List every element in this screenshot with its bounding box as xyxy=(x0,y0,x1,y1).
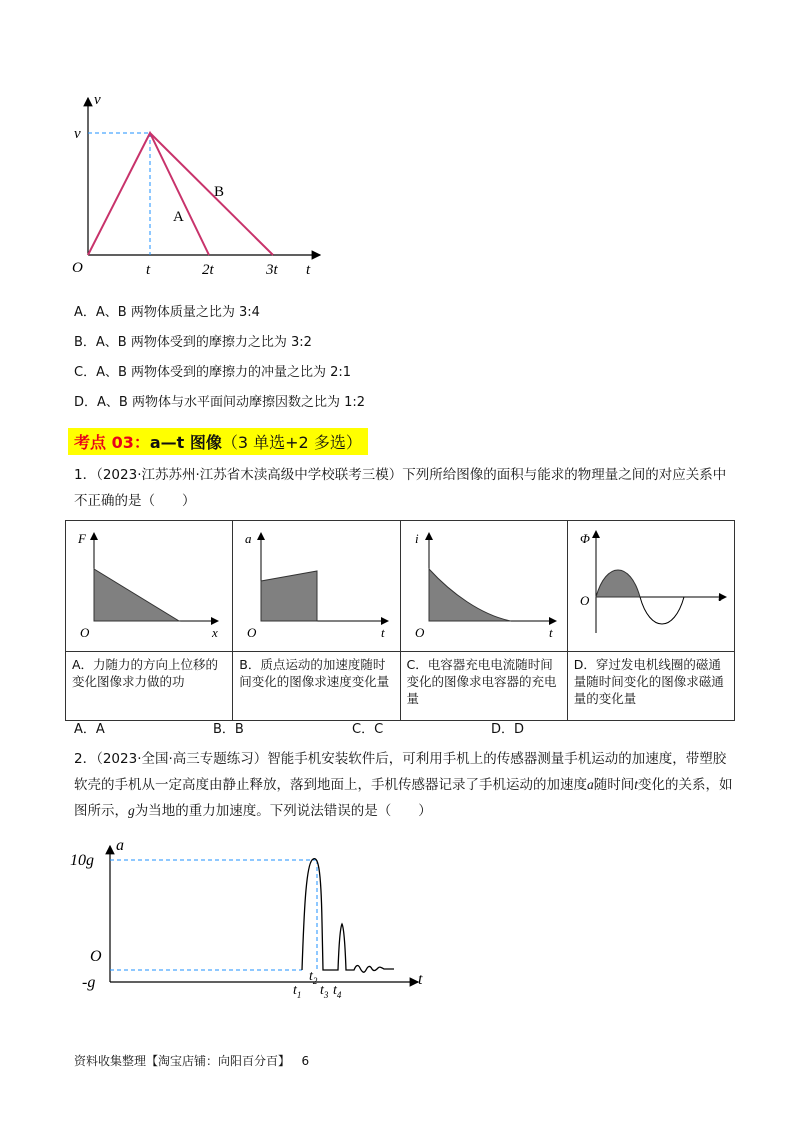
vt-y-label: v xyxy=(94,92,101,108)
f-x-shaded-area xyxy=(94,569,179,621)
panel-d-y-label: Φ xyxy=(579,531,590,546)
q1-options-table xyxy=(65,520,735,721)
vt-xtick-2: 2t xyxy=(202,262,214,278)
q1-choice-a[interactable]: A．A xyxy=(74,722,105,737)
q2-text-4: 为当地的重力加速度。下列说法错误的是（ ） xyxy=(134,803,432,819)
panel-c-y-label: i xyxy=(414,531,419,546)
vt-x-label: t xyxy=(306,262,311,278)
q1-source: （2023·江苏苏州·江苏省木渎高级中学校联考三模） xyxy=(96,467,403,483)
vt-v-tick: v xyxy=(74,126,81,142)
q1-choice-b[interactable]: B．B xyxy=(213,722,244,737)
q2-text-3: 变化的关系，如图所示， xyxy=(74,777,733,819)
q2-at-graph xyxy=(68,832,438,1004)
section-heading xyxy=(68,428,368,455)
vt-graph xyxy=(70,90,330,280)
vt-label-B: B xyxy=(214,184,225,200)
q2-t2: $t_2$ xyxy=(309,969,318,986)
graph-f-x xyxy=(66,521,226,647)
q2-x-label: t xyxy=(418,971,423,988)
q2-t3: $t_3$ xyxy=(320,983,329,1000)
graph-phi-t xyxy=(568,521,736,647)
panel-b-x-label: t xyxy=(381,625,385,640)
q2-text-1: 智能手机安装软件后，可利用手机上的传感器测量手机运动的加速度，带塑胶软壳的手机从一定高度由静止释放，落到地面上，手机传感器记录了手机运动的加速度 xyxy=(74,751,727,793)
vt-xtick-1: t xyxy=(146,262,151,278)
panel-a-origin: O xyxy=(80,625,90,640)
phi-t-shaded-area xyxy=(596,570,640,597)
panel-d-origin: O xyxy=(579,593,590,608)
q1-caption-d: D．穿过发电机线圈的磁通量随时间变化的图像求磁通量的变化量 xyxy=(567,652,734,721)
q1-choice-d[interactable]: D．D xyxy=(491,722,525,737)
q1-number: 1． xyxy=(74,467,97,483)
prev-option-a[interactable]: A．A、B 两物体质量之比为 3:4 xyxy=(74,305,260,320)
vt-line-A xyxy=(88,133,209,255)
q2-y-label: a xyxy=(116,837,124,854)
q2-t1: $t_1$ xyxy=(293,983,302,1000)
prev-option-b[interactable]: B．A、B 两物体受到的摩擦力之比为 3:2 xyxy=(74,335,312,350)
q1-panel-d-graph xyxy=(567,521,734,652)
q1-choice-c[interactable]: C．C xyxy=(352,722,384,737)
panel-b-origin: O xyxy=(247,625,257,640)
panel-c-origin: O xyxy=(414,625,424,640)
vt-origin: O xyxy=(72,260,83,276)
q2-10g-label: 10g xyxy=(70,852,94,869)
a-t-shaded-area xyxy=(261,571,317,621)
q2-var-g: g xyxy=(128,803,135,818)
vt-xtick-3: 3t xyxy=(266,262,278,278)
panel-b-y-label: a xyxy=(245,531,252,546)
q1-caption-b: B．质点运动的加速度随时间变化的图像求速度变化量 xyxy=(233,652,400,721)
vt-label-A: A xyxy=(173,209,184,225)
section-note: （3 单选+2 多选） xyxy=(221,433,362,452)
i-t-shaded-area xyxy=(429,569,511,621)
q2-var-t: t xyxy=(634,777,639,792)
graph-a-t xyxy=(233,521,393,647)
q2-source: （2023·全国·高三专题练习） xyxy=(96,751,268,767)
q1-text: 下列所给图像的面积与能求的物理量之间的对应关系中不正确的是（ ） xyxy=(74,467,727,509)
q2-number: 2． xyxy=(74,751,97,767)
q1-panel-c-graph xyxy=(400,521,567,652)
question-1 xyxy=(74,462,734,514)
q2-neg-g-label: -g xyxy=(82,974,96,991)
q1-caption-c: C．电容器充电电流随时间变化的图像求电容器的充电量 xyxy=(400,652,567,721)
q1-panel-b-graph xyxy=(233,521,400,652)
q1-caption-a: A．力随力的方向上位移的变化图像求力做的功 xyxy=(66,652,233,721)
section-prefix: 考点 03： xyxy=(74,433,150,452)
q1-panel-a-graph xyxy=(66,521,233,652)
page-footer xyxy=(74,1052,309,1069)
question-2 xyxy=(74,746,734,824)
footer-text: 资料收集整理【淘宝店铺：向阳百分百】 xyxy=(74,1054,291,1068)
panel-a-x-label: x xyxy=(212,625,218,640)
prev-option-d[interactable]: D．A、B 两物体与水平面间动摩擦因数之比为 1:2 xyxy=(74,395,366,410)
q2-text-2: 随时间 xyxy=(593,777,635,793)
q2-acceleration-curve xyxy=(302,859,394,973)
page-number: 6 xyxy=(301,1054,310,1068)
panel-c-x-label: t xyxy=(548,625,553,640)
panel-d-x-label: t xyxy=(717,589,722,604)
q2-t4: $t_4$ xyxy=(333,983,342,1000)
panel-a-y-label: F xyxy=(78,531,86,546)
q2-var-a: a xyxy=(587,777,594,792)
vt-line-B xyxy=(150,133,273,255)
prev-option-c[interactable]: C．A、B 两物体受到的摩擦力的冲量之比为 2:1 xyxy=(74,365,352,380)
graph-i-t xyxy=(401,521,561,647)
section-title: a—t 图像 xyxy=(149,433,222,452)
phi-t-curve xyxy=(640,597,684,624)
q2-origin-label: O xyxy=(90,948,102,965)
